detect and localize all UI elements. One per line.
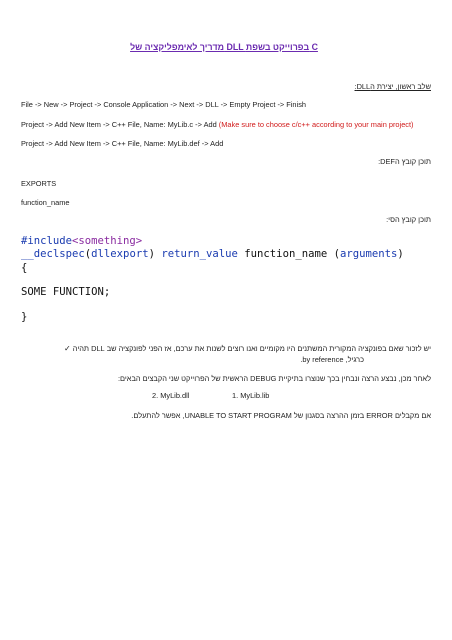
check-icon: ✓ bbox=[64, 344, 71, 353]
instruction-line-1: File -> New -> Project -> Console Application -> Next -> DLL -> Empty Project -> Finish bbox=[21, 100, 306, 109]
code-include-keyword: #include bbox=[21, 235, 73, 247]
instruction-line-2 bbox=[21, 120, 414, 130]
def-heading: תוכן קובץ הDEF: bbox=[378, 157, 431, 166]
code-arguments: arguments bbox=[340, 248, 398, 260]
instruction-line-3: Project -> Add New Item -> C++ File, Name: MyLib.def -> Add bbox=[21, 139, 224, 148]
build-output-line: לאחר מכן, נבצע הרצה ונבחין בכך שנוצרו בתיקיית DEBUG הראשית של הפרוייקט שני הקבצים הבאים: bbox=[117, 374, 431, 383]
code-open-brace: { bbox=[21, 262, 28, 274]
code-declspec: __declspec bbox=[21, 248, 85, 260]
document-title: מדריך לאימפליקציה של DLL בפרוייקט בשפת C bbox=[130, 42, 318, 52]
code-function-name: function_name bbox=[244, 248, 328, 260]
note-line-1 bbox=[64, 344, 431, 354]
instruction-line-2-note: (Make sure to choose c/c++ according to your main project) bbox=[218, 120, 414, 129]
code-return-value: return_value bbox=[161, 248, 238, 260]
code-include-arg: <something> bbox=[72, 235, 143, 247]
code-args-open: ( bbox=[333, 248, 340, 260]
code-paren-close: ) bbox=[148, 248, 155, 260]
note-line-1-text: יש לזכור שאם בפונקציה המקורית המשתנים היו מקומיים ואנו רוצים לשנות את ערכם, אז הפני לפונקציה שב DLL תהיה bbox=[72, 344, 431, 353]
c-file-heading: תוכן קובץ הסי: bbox=[386, 215, 431, 224]
code-dllexport: dllexport bbox=[91, 248, 149, 260]
def-function-name: function_name bbox=[21, 198, 70, 207]
code-close-brace: } bbox=[21, 311, 28, 323]
code-args-close: ) bbox=[397, 248, 404, 260]
error-note-line: אם מקבלים ERROR בזמן ההרצה בסגנון של UNABLE TO START PROGRAM, אפשר להתעלם. bbox=[131, 411, 431, 420]
step1-heading: שלב ראשון, יצירת הDLL: bbox=[354, 82, 431, 91]
output-file-2: 2. MyLib.dll bbox=[152, 391, 190, 400]
instruction-line-2-main: Project -> Add New Item -> C++ File, Name: MyLib.c -> Add bbox=[21, 120, 217, 129]
output-file-1: 1. MyLib.lib bbox=[232, 391, 270, 400]
code-include-line bbox=[21, 234, 142, 248]
code-paren-open: ( bbox=[84, 248, 92, 260]
code-body: SOME FUNCTION; bbox=[21, 286, 111, 298]
code-declaration-line bbox=[21, 247, 404, 261]
def-exports: EXPORTS bbox=[21, 179, 57, 188]
note-line-2: כרגיל, by reference. bbox=[300, 355, 364, 364]
